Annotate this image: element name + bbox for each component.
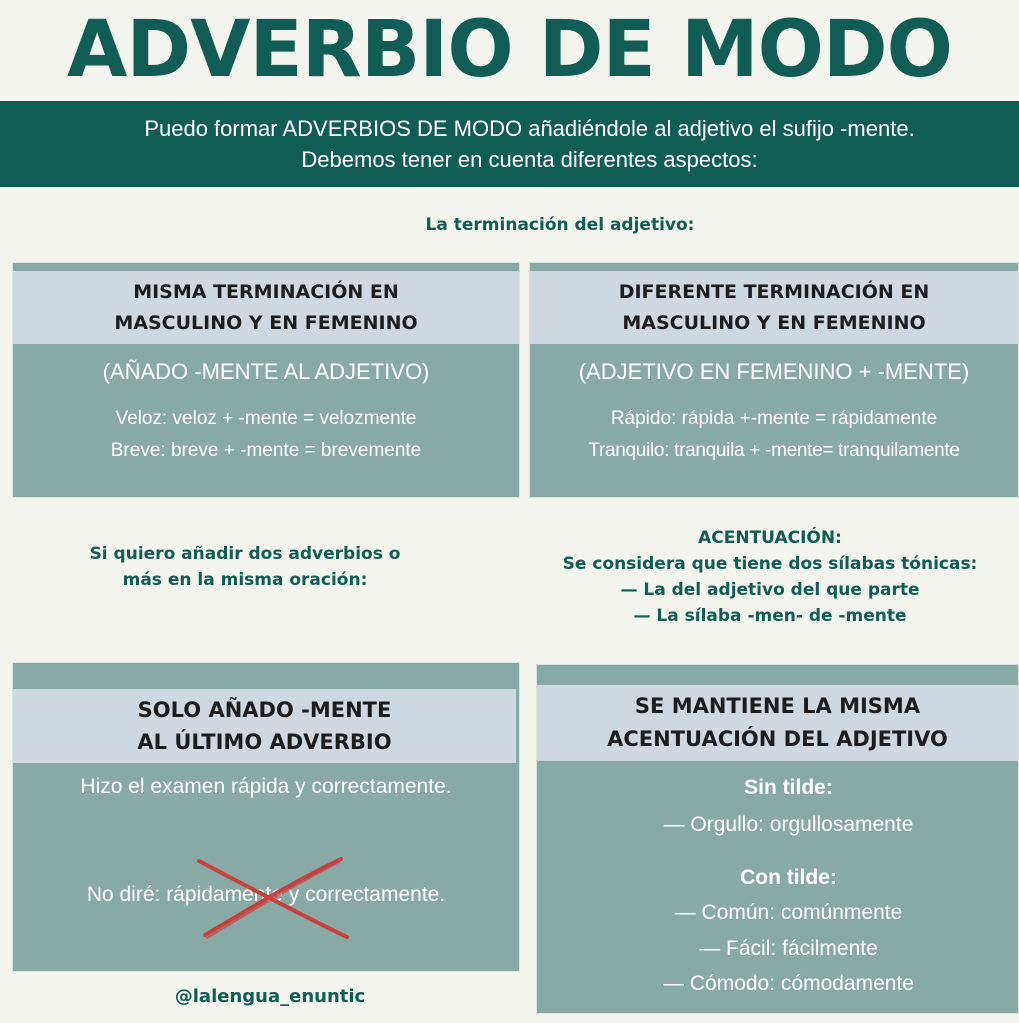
no-tilde-example-1: — Orgullo: orgullosamente: [663, 813, 914, 836]
card-same-rule: (AÑADO -MENTE AL ADJETIVO): [102, 359, 430, 384]
intro-banner: [0, 101, 1019, 187]
tilde-example-2: — Fácil: fácilmente: [699, 937, 878, 960]
tilde-label: Con tilde:: [740, 866, 837, 889]
tilde-example-3: — Cómodo: cómodamente: [663, 972, 914, 995]
accent-heading: [530, 525, 1010, 629]
intro-line-1: Puedo formar ADVERBIOS DE MODO añadiéndole al adjetivo el sufijo -mente.: [144, 116, 915, 141]
ending-heading: La terminación del adjetivo:: [425, 215, 695, 235]
red-cross-icon: [191, 853, 353, 943]
no-tilde-label: Sin tilde:: [744, 776, 833, 799]
card-same-accentuation: [536, 664, 1019, 1014]
tilde-example-1: — Común: comúnmente: [674, 901, 903, 924]
card-diff-example-2: Tranquilo: tranquila + -mente= tranquilamente: [588, 440, 960, 461]
accent-heading-line-3: — La del adjetivo del que parte: [620, 580, 920, 600]
card-diff-rule: (ADJETIVO EN FEMENINO + -MENTE): [578, 359, 970, 384]
card-only-header: [13, 689, 516, 763]
card-same-example-1: Veloz: veloz + -mente = velozmente: [115, 408, 417, 429]
card-diff-example-1: Rápido: rápida +-mente = rápidamente: [610, 408, 938, 429]
card-same-header: [13, 271, 519, 344]
card-diff-header-line-1: DIFERENTE TERMINACIÓN EN: [618, 280, 930, 303]
two-adverbs-heading: [30, 541, 460, 593]
intro-line-2: Debemos tener en cuenta diferentes aspectos:: [301, 147, 758, 172]
two-adverbs-line-1: Si quiero añadir dos adverbios o: [89, 544, 401, 564]
accent-heading-line-4: — La sílaba -men- de -mente: [633, 606, 907, 626]
card-only-wrong-example: No diré: rápidamente y correctamente.: [86, 883, 446, 906]
page-title: ADVERBIO DE MODO: [67, 5, 952, 95]
card-only-header-line-1: SOLO AÑADO -MENTE: [137, 698, 392, 722]
card-same-header-line-1: MISMA TERMINACIÓN EN: [133, 280, 399, 303]
card-only-example: Hizo el examen rápida y correctamente.: [80, 775, 452, 798]
footer-handle: @lalengua_enuntic: [174, 986, 366, 1007]
card-only-last-adverb: [12, 662, 520, 972]
card-different-ending: [529, 262, 1019, 498]
card-accent-header-line-1: SE MANTIENE LA MISMA: [634, 694, 921, 718]
card-same-ending: [12, 262, 520, 498]
card-accent-header: [537, 685, 1018, 761]
accent-heading-line-1: ACENTUACIÓN:: [698, 528, 842, 548]
accent-heading-line-2: Se considera que tiene dos sílabas tónicas:: [562, 554, 978, 574]
two-adverbs-line-2: más en la misma oración:: [122, 570, 368, 590]
card-diff-header-line-2: MASCULINO Y EN FEMENINO: [622, 311, 926, 334]
card-accent-header-line-2: ACENTUACIÓN DEL ADJETIVO: [607, 727, 948, 751]
card-same-header-line-2: MASCULINO Y EN FEMENINO: [114, 311, 418, 334]
card-diff-header: [530, 271, 1018, 344]
card-same-example-2: Breve: breve + -mente = brevemente: [110, 440, 422, 461]
card-only-header-line-2: AL ÚLTIMO ADVERBIO: [137, 730, 392, 754]
